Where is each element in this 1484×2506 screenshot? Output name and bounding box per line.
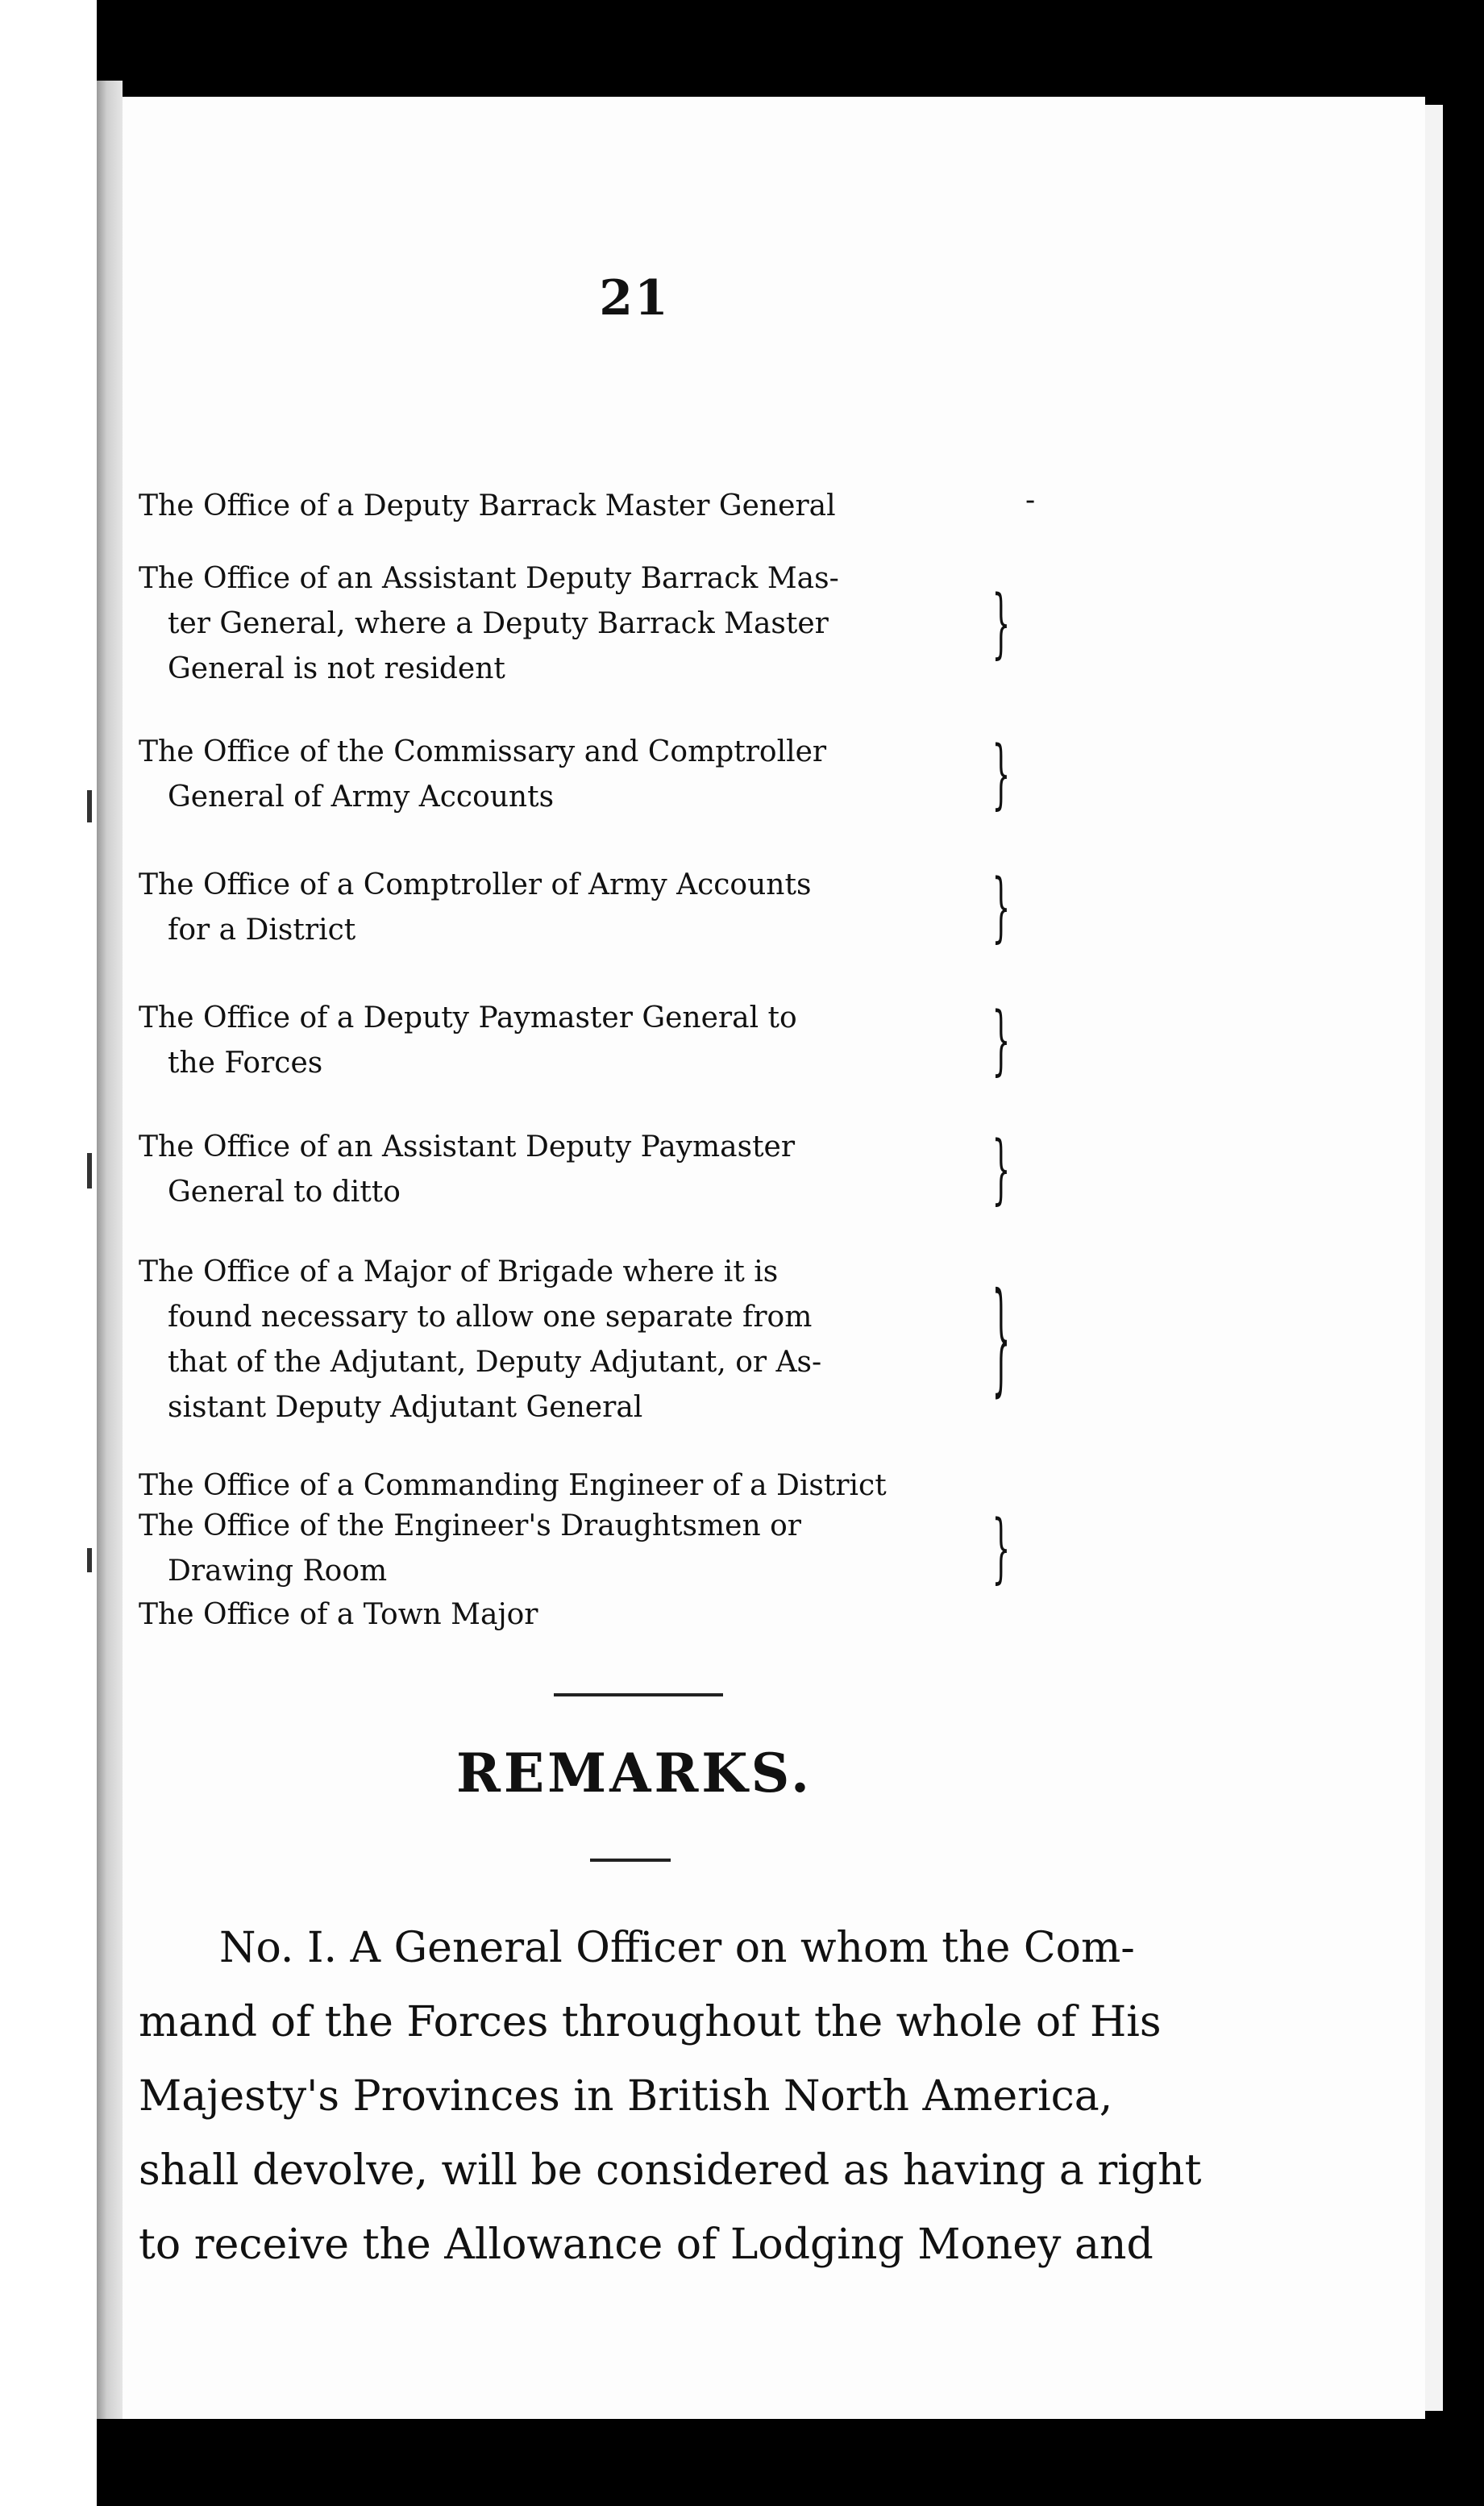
entry-line: The Office of the Commissary and Comptroller	[139, 735, 827, 768]
left-margin-area	[0, 0, 97, 2506]
brace-mark: }	[991, 997, 1011, 1084]
office-entry	[139, 730, 993, 820]
binding-edge	[97, 81, 123, 2419]
divider-rule	[590, 1859, 671, 1862]
brace-mark: }	[991, 864, 1011, 951]
page-content	[139, 97, 1202, 2419]
entry-line: The Office of a Town Major	[139, 1598, 538, 1631]
brace-mark: }	[991, 731, 1011, 818]
entry-line: for a District	[168, 914, 356, 947]
entry-line: that of the Adjutant, Deputy Adjutant, or As-	[168, 1346, 822, 1379]
office-entry	[139, 1250, 993, 1430]
brace-mark: }	[991, 581, 1011, 668]
margin-mark	[87, 1548, 92, 1572]
brace-mark: }	[991, 1505, 1011, 1592]
entry-line: General is not resident	[168, 652, 505, 685]
entry-line: sistant Deputy Adjutant General	[168, 1391, 643, 1424]
margin-mark	[87, 790, 92, 822]
brace-mark: }	[991, 1270, 1011, 1410]
remarks-paragraph	[139, 1911, 1235, 2282]
paragraph-line: to receive the Allowance of Lodging Money and	[139, 2221, 1154, 2269]
entry-line: The Office of the Engineer's Draughtsmen or	[139, 1509, 801, 1542]
office-entry	[139, 1504, 993, 1594]
entry-line: General of Army Accounts	[168, 781, 555, 814]
margin-mark	[87, 1153, 92, 1188]
entry-line: The Office of a Major of Brigade where it is	[139, 1255, 779, 1288]
divider-rule	[554, 1693, 723, 1696]
brace-mark: }	[991, 1126, 1011, 1213]
office-entry	[139, 1125, 993, 1215]
entry-line: The Office of a Commanding Engineer of a District	[139, 1469, 887, 1502]
entry-line: The Office of an Assistant Deputy Paymaster	[139, 1130, 796, 1164]
entry-line: the Forces	[168, 1047, 323, 1080]
office-entry	[139, 863, 993, 953]
page-edge	[1425, 105, 1443, 2411]
entry-line: The Office of a Comptroller of Army Accounts	[139, 868, 812, 901]
entry-line: ter General, where a Deputy Barrack Master	[168, 607, 829, 640]
section-heading: REMARKS.	[456, 1742, 813, 1805]
page-number: 21	[599, 270, 670, 327]
paragraph-line: mand of the Forces throughout the whole of His	[139, 1998, 1162, 2046]
entry-line: The Office of an Assistant Deputy Barrack Mas-	[139, 562, 839, 595]
entry-line: The Office of a Deputy Paymaster General to	[139, 1001, 797, 1034]
office-entry	[139, 484, 993, 529]
office-entry	[139, 1592, 993, 1638]
entry-line: The Office of a Deputy Barrack Master General	[139, 489, 836, 522]
paragraph-line: No. I. A General Officer on whom the Com-	[219, 1924, 1135, 1972]
entry-line: found necessary to allow one separate from	[168, 1301, 813, 1334]
paragraph-line: shall devolve, will be considered as having a right	[139, 2146, 1202, 2195]
entry-line: General to ditto	[168, 1176, 401, 1209]
paragraph-line: Majesty's Provinces in British North America,	[139, 2072, 1113, 2121]
entry-line: Drawing Room	[168, 1555, 388, 1588]
scanned-page	[123, 97, 1425, 2419]
office-entry	[139, 1463, 1090, 1509]
entry-dash: -	[1025, 484, 1036, 517]
office-entry	[139, 996, 993, 1086]
office-entry	[139, 556, 993, 692]
